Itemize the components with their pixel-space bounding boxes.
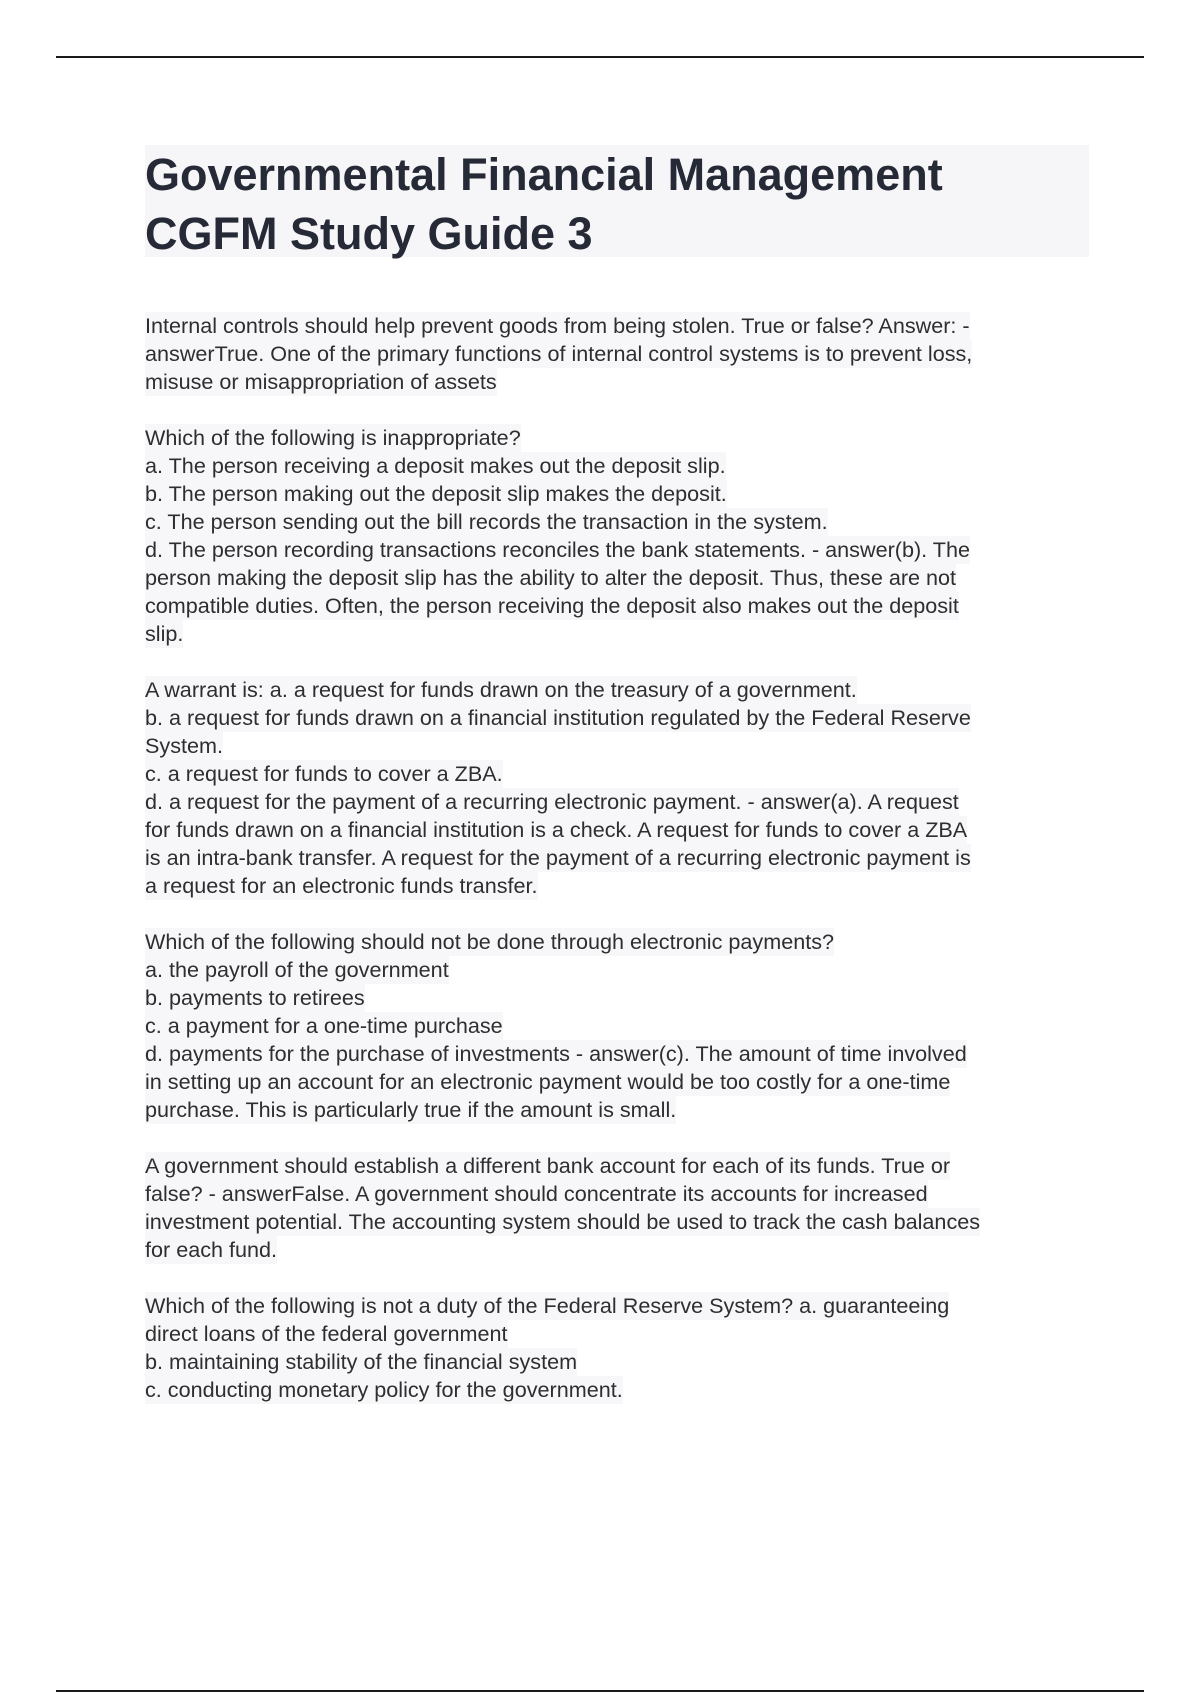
text-line: d. a request for the payment of a recurring electronic payment. - answer(a). A request <box>145 789 959 814</box>
text-line: answerTrue. One of the primary functions of internal control systems is to prevent loss, <box>145 341 973 366</box>
text-line: A government should establish a different bank account for each of its funds. True or <box>145 1153 951 1178</box>
text-line: A warrant is: a. a request for funds drawn on the treasury of a government. <box>145 677 857 702</box>
title-line: Governmental Financial Management <box>145 149 943 200</box>
text-line: misuse or misappropriation of assets <box>145 369 497 394</box>
text-line: b. a request for funds drawn on a financial institution regulated by the Federal Reserve <box>145 705 971 730</box>
bottom-rule <box>56 1690 1144 1692</box>
top-rule <box>56 56 1144 58</box>
text-line: Which of the following is not a duty of the Federal Reserve System? a. guaranteeing <box>145 1293 950 1318</box>
qa-block <box>145 1152 1085 1264</box>
text-line: c. a request for funds to cover a ZBA. <box>145 761 503 786</box>
text-line: Internal controls should help prevent goods from being stolen. True or false? Answer: - <box>145 313 970 338</box>
text-line: d. The person recording transactions reconciles the bank statements. - answer(b). The <box>145 537 970 562</box>
text-line: false? - answerFalse. A government should concentrate its accounts for increased <box>145 1181 928 1206</box>
text-line: investment potential. The accounting system should be used to track the cash balances <box>145 1209 981 1234</box>
title-line: CGFM Study Guide 3 <box>145 208 593 259</box>
text-line: c. conducting monetary policy for the government. <box>145 1377 623 1402</box>
text-line: System. <box>145 733 223 758</box>
qa-block <box>145 312 1085 396</box>
document-body <box>145 312 1085 1432</box>
text-line: a. the payroll of the government <box>145 957 449 982</box>
qa-block <box>145 928 1085 1124</box>
text-line: compatible duties. Often, the person receiving the deposit also makes out the deposit <box>145 593 959 618</box>
text-line: c. The person sending out the bill records the transaction in the system. <box>145 509 828 534</box>
text-line: purchase. This is particularly true if the amount is small. <box>145 1097 677 1122</box>
text-line: a request for an electronic funds transfer. <box>145 873 538 898</box>
text-line: person making the deposit slip has the ability to alter the deposit. Thus, these are not <box>145 565 957 590</box>
text-line: is an intra-bank transfer. A request for the payment of a recurring electronic payment is <box>145 845 971 870</box>
text-line: direct loans of the federal government <box>145 1321 508 1346</box>
text-line: c. a payment for a one-time purchase <box>145 1013 503 1038</box>
text-line: b. payments to retirees <box>145 985 365 1010</box>
title-block <box>145 145 1089 257</box>
text-line: in setting up an account for an electronic payment would be too costly for a one-time <box>145 1069 951 1094</box>
text-line: b. maintaining stability of the financial system <box>145 1349 578 1374</box>
text-line: d. payments for the purchase of investments - answer(c). The amount of time involved <box>145 1041 967 1066</box>
text-line: a. The person receiving a deposit makes out the deposit slip. <box>145 453 726 478</box>
text-line: slip. <box>145 621 184 646</box>
text-line: for funds drawn on a financial institution is a check. A request for funds to cover a ZBA <box>145 817 968 842</box>
qa-block <box>145 1292 1085 1404</box>
text-line: b. The person making out the deposit slip makes the deposit. <box>145 481 727 506</box>
document-title <box>145 145 1089 263</box>
qa-block <box>145 424 1085 648</box>
text-line: for each fund. <box>145 1237 278 1262</box>
qa-block <box>145 676 1085 900</box>
text-line: Which of the following is inappropriate? <box>145 425 521 450</box>
text-line: Which of the following should not be done through electronic payments? <box>145 929 835 954</box>
